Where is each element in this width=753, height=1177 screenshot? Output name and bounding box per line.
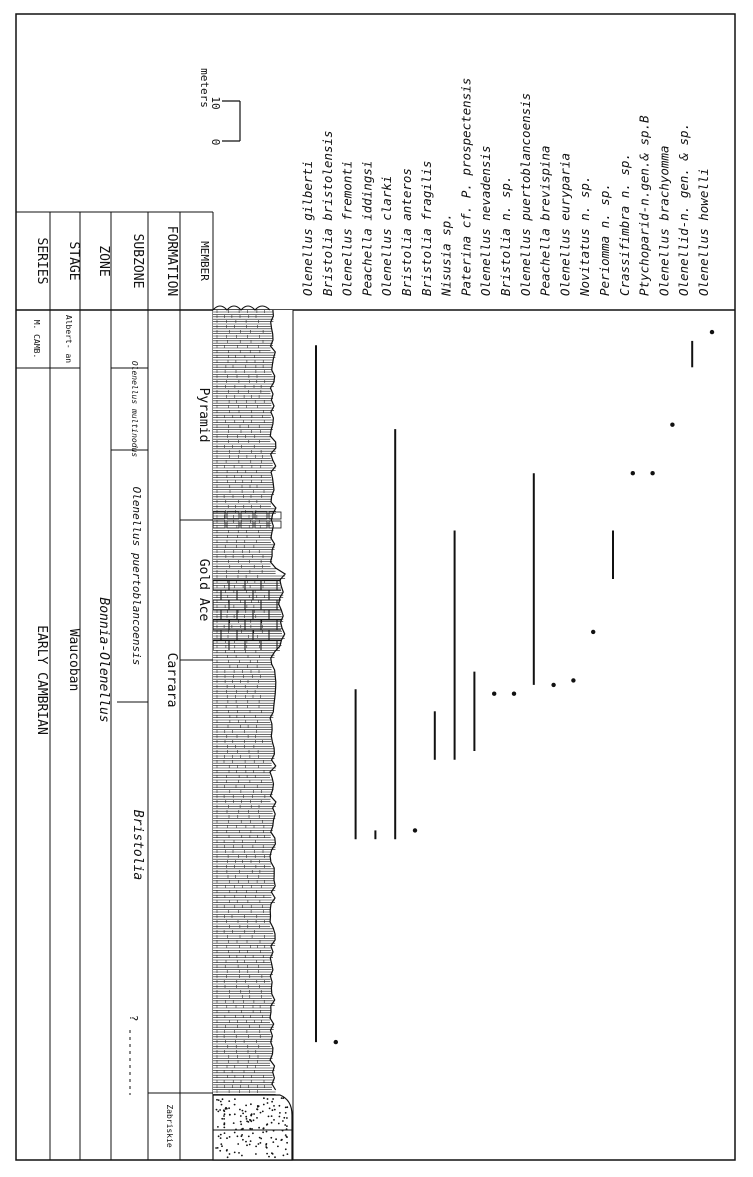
subzone-middle-label: Olenellus puertoblancoensis bbox=[130, 486, 143, 666]
range-point bbox=[492, 692, 496, 696]
header-labels bbox=[34, 226, 211, 296]
range-point bbox=[512, 692, 516, 696]
zone-header: ZONE bbox=[96, 245, 111, 277]
subzone-uncertain-label: ? bbox=[127, 1014, 140, 1022]
member-upper-label: Pyramid bbox=[196, 387, 211, 443]
taxon-label: Peachella iddingsi bbox=[359, 160, 375, 296]
taxon-label: Bristolia n. sp. bbox=[498, 175, 513, 296]
taxon-label: Olenellus gilberti bbox=[300, 160, 315, 296]
taxon-label: Nisusia sp. bbox=[438, 213, 454, 296]
scale-bottom-label: 0 bbox=[209, 138, 222, 146]
scale-unit-label: meters bbox=[198, 68, 211, 108]
range-point bbox=[413, 828, 417, 832]
range-point bbox=[551, 683, 555, 687]
subzone-upper-label: Olenellus multinodus bbox=[130, 360, 139, 458]
series-header: SERIES bbox=[34, 237, 49, 285]
taxon-label: Novitatus n. sp. bbox=[577, 175, 593, 296]
formation-header: FORMATION bbox=[164, 225, 179, 297]
range-point bbox=[670, 423, 674, 427]
taxon-label: Olenellus clarki bbox=[379, 175, 395, 296]
formation-lower-label: Zabriskie bbox=[165, 1104, 174, 1148]
taxon-label: Ptychoparid-n.gen.& sp.B bbox=[636, 115, 652, 296]
taxon-label: Periomma n. sp. bbox=[597, 183, 612, 296]
scale-bar bbox=[198, 68, 240, 145]
taxon-label: Olenellus nevadensis bbox=[478, 145, 494, 296]
range-point bbox=[591, 630, 595, 634]
taxon-label: Olenellid-n. gen. & sp. bbox=[676, 122, 692, 296]
taxon-label: Crassifimbra n. sp. bbox=[616, 153, 632, 296]
subzone-header: SUBZONE bbox=[130, 233, 145, 289]
taxon-label: Bristolia fragilis bbox=[418, 160, 434, 296]
range-point bbox=[710, 330, 714, 334]
taxon-label: Olenellus puertoblancoensis bbox=[517, 92, 533, 296]
member-lower-label: Gold Ace bbox=[196, 558, 211, 622]
taxon-label: Bristolia anteros bbox=[399, 168, 414, 296]
subzone-lower-label: Bristolia bbox=[130, 809, 145, 881]
taxon-label: Olenellus fremonti bbox=[339, 160, 355, 296]
series-upper-label: M. CAMB. bbox=[32, 319, 41, 359]
taxon-label: Peachella brevispina bbox=[537, 145, 553, 296]
range-point bbox=[334, 1040, 338, 1044]
stage-lower-label: Waucoban bbox=[66, 628, 81, 692]
taxon-label: Olenellus brachyomma bbox=[656, 145, 672, 296]
taxon-labels bbox=[300, 78, 711, 297]
taxon-label: Olenellus euryparia bbox=[557, 153, 573, 296]
stage-header: STAGE bbox=[66, 241, 81, 281]
formation-upper-label: Carrara bbox=[164, 652, 179, 708]
range-point bbox=[571, 678, 575, 682]
taxon-label: Bristolia bristolensis bbox=[319, 130, 335, 296]
range-point bbox=[650, 471, 654, 475]
taxon-label: Paterina cf. P. prospectensis bbox=[458, 77, 474, 296]
member-header: MEMBER bbox=[198, 241, 211, 281]
taxon-ranges bbox=[316, 330, 714, 1044]
lithologic-column bbox=[213, 306, 293, 1160]
range-point bbox=[631, 471, 635, 475]
zone-label: Bonnia-Olenellus bbox=[96, 597, 111, 723]
series-lower-label: EARLY CAMBRIAN bbox=[34, 625, 49, 735]
taxon-label: Olenellus howelli bbox=[696, 168, 711, 296]
stage-upper-label: Albert- an bbox=[64, 314, 73, 364]
scale-top-label: 10 bbox=[209, 96, 222, 110]
